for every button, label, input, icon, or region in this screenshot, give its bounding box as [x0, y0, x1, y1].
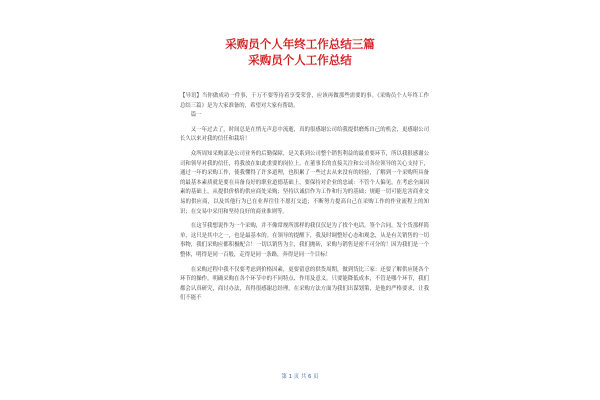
body-paragraph: 在这节我想说作为一个采购，并不像常规所那样的我仅仅是为了找个电话，签个合同，发个货那样简单，这只是其中之一，也是最基本的。在领导的提醒下，我及时调整好心态和观念，从是有关销售的一切事物，我们采购应都积极配合！一切以销售为主，我们抛砖，采购与销售是密不可分的！因为我们是一个整体，明得是同一百般，走得是同一条路，奔得是同一个目标！ [180, 223, 429, 258]
page-number: 第 1 页 共 6 页 [281, 374, 319, 380]
body-paragraph: 在采购过程中我不仅要考虑到价格因素，更要留意的供货周期，做到货比三家：还要了解供应链各个环节的操作，明确采购在各个环节中的不同特点、作用及意义。只要能降低成本，不管是哪个环节，我们都会认真研究，商讨办法，真得很感谢总经理，在采购方法方面为我们出谋划策，是他的严格要求，让我们不能不 [180, 266, 429, 302]
body-paragraph: 众所周知采购部是公司业务的后勤保障，是关系到公司整个销售利益的最重要环节，所以我很感谢公司和领导对我的信任，将我放在如此重要的岗位上。在董事长的直接关注和公司各位领导的关心支持下，通过一年的采购工作，使我懂得了许多道理，也积累了一些过去从来没有的经验，了解到一个采购所具备的最基本素质就是要在具备良好的职业道德基础上，要保持对企业的忠诚：不管个人偏见，在考虑全面因素的基础上，从提供价格的供应商处采购；坚持以诚信作为工作和行为的基础；规避一切可能危害商业交易的供应商，以及其他行为已在业界往往不愿打交道；不断努力提高自己在采购工作的作业流程上的知识；在交易中采用和坚持良好的商业准则等。 [180, 150, 429, 215]
section-heading: 篇一 [190, 112, 202, 119]
body-paragraph: 又一年过去了，时间总是在悄无声息中流逝，真的很感谢公司给我提供磨炼自己的机会，更感谢公司长久以来对我的信任和栽培！ [180, 126, 429, 143]
intro-paragraph: 【导语】当你做成功一件事，千万不要等待着享受荣誉，应该再做那些需要的事。《采购员个人年终工作总结三篇》是为大家准备的，希望对大家有帮助。 [180, 93, 429, 109]
document-subtitle: 采购员个人工作总结 [248, 53, 352, 67]
document-body [180, 92, 429, 304]
document-title: 采购员个人年终工作总结三篇 [225, 37, 375, 51]
